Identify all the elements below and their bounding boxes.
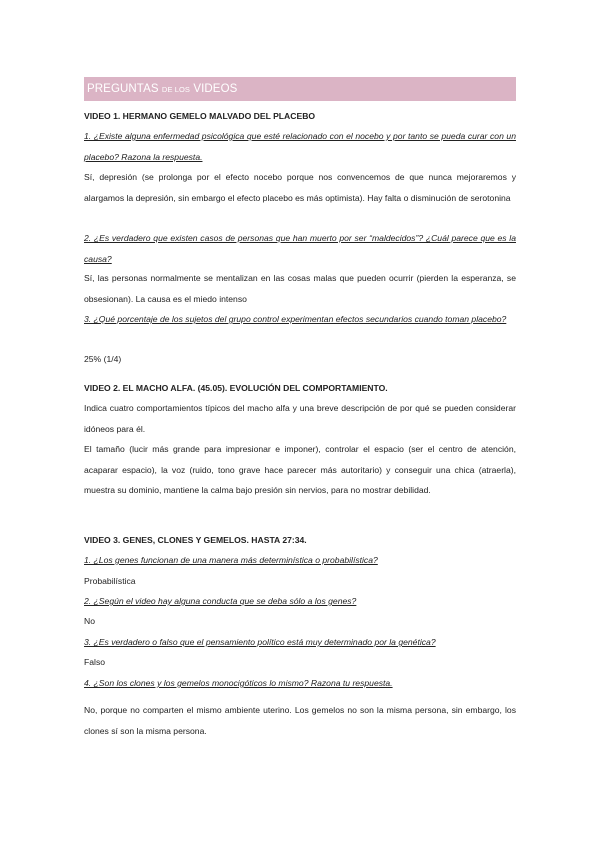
video3-answer-3: Falso [84, 657, 106, 667]
video3-question-4: 4. ¿Son los clones y los gemelos monocigóticos lo mismo? Razona tu respuesta. [84, 678, 393, 688]
banner-title-part1: PREGUNTAS [87, 83, 162, 95]
video1-answer-3: 25% (1/4) [84, 354, 122, 364]
video2-prompt: Indica cuatro comportamientos típicos del macho alfa y una breve descripción de por qué se pueden considerar idóneos para él. [84, 403, 516, 434]
video1-answer-2: Sí, las personas normalmente se mentalizan en las cosas malas que pueden ocurrir (pierden la esperanza, se obsesionan). La causa es el miedo intenso [84, 273, 516, 304]
video3-question-2: 2. ¿Según el video hay alguna conducta que se deba sólo a los genes? [84, 596, 357, 606]
video2-heading: VIDEO 2. EL MACHO ALFA. (45.05). EVOLUCIÓN DEL COMPORTAMIENTO. [84, 383, 388, 393]
video3-question-3: 3. ¿Es verdadero o falso que el pensamiento político está muy determinado por la genética? [84, 637, 436, 647]
banner-title-part2: DE LOS [161, 85, 191, 94]
video2-answer: El tamaño (lucir más grande para impresionar e imponer), controlar el espacio (ser el centro de atención, acaparar espacio), la voz (ruido, tono grave hace parecer más autoritario) y conseguir una chica (atraerla), muestra su dominio, mantiene la calma bajo presión sin nervios, para no mostrar debilidad. [84, 444, 516, 495]
video1-heading: VIDEO 1. HERMANO GEMELO MALVADO DEL PLACEBO [84, 111, 316, 121]
banner-title-part3: VIDEOS [190, 83, 238, 95]
section-banner [84, 77, 516, 101]
video3-answer-4: No, porque no comparten el mismo ambiente uterino. Los gemelos no son la misma persona, sin embargo, los clones sí son la misma persona. [84, 705, 516, 736]
video1-answer-1: Sí, depresión (se prolonga por el efecto nocebo porque nos convencemos de que nunca mejoraremos y alargamos la depresión, sin embargo el efecto placebo es más optimista). Hay falta o disminución de serotonina [84, 172, 516, 203]
video3-question-1: 1. ¿Los genes funcionan de una manera más determinística o probabilística? [84, 555, 378, 565]
video1-question-2: 2. ¿Es verdadero que existen casos de personas que han muerto por ser “maldecidos”? ¿Cuál parece que es la causa? [84, 233, 516, 264]
video3-answer-2: No [84, 616, 95, 626]
video1-question-3: 3. ¿Qué porcentaje de los sujetos del grupo control experimentan efectos secundarios cuando toman placebo? [84, 314, 507, 324]
video3-heading: VIDEO 3. GENES, CLONES Y GEMELOS. HASTA 27:34. [84, 535, 307, 545]
video1-question-1: 1. ¿Existe alguna enfermedad psicológica que esté relacionado con el nocebo y por tanto se pueda curar con un placebo? Razona la respuesta. [84, 131, 516, 162]
video3-answer-1: Probabilística [84, 576, 136, 586]
